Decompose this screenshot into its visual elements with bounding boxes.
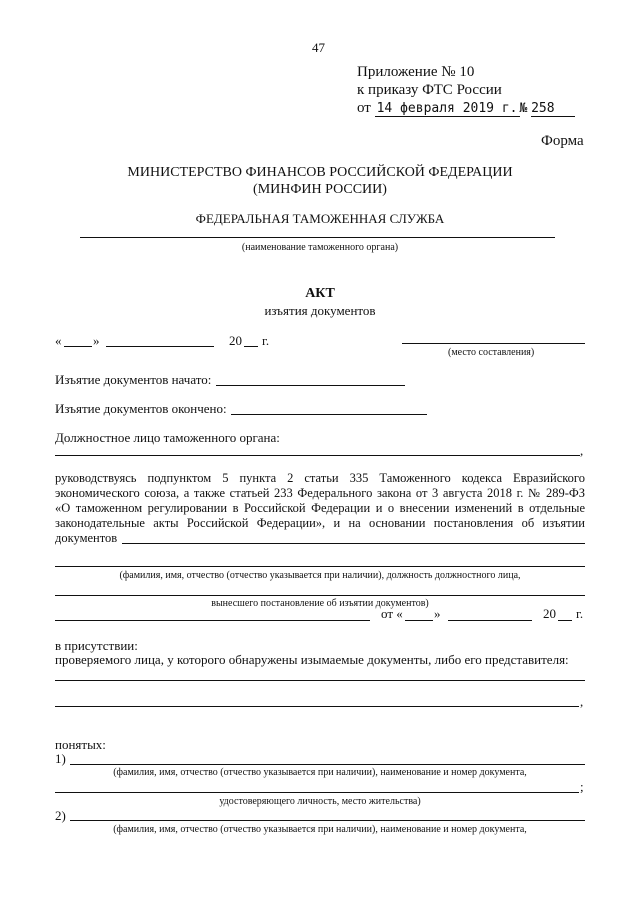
presence-description: проверяемого лица, у которого обнаружены изымаемые документы, либо его представителя: bbox=[55, 652, 569, 667]
witness-2-caption-fio: (фамилия, имя, отчество (отчество указывается при наличии), наименование и номер документа, bbox=[113, 824, 527, 835]
date-close-quote: » bbox=[93, 333, 100, 348]
official-comma: , bbox=[580, 443, 584, 458]
decision-issuer-line bbox=[55, 595, 585, 596]
started-label: Изъятие документов начато: bbox=[55, 372, 212, 387]
appendix-order: к приказу ФТС России bbox=[357, 82, 502, 98]
basis-line-1: руководствуясь подпунктом 5 пункта 2 статьи 335 Таможенного кодекса Евразийского bbox=[55, 471, 585, 485]
appendix-title: Приложение № 10 bbox=[357, 64, 475, 80]
witness-2-number: 2) bbox=[55, 808, 66, 823]
basis-line-4: законодательные акты Российской Федерации», и на основании постановления об изъятии bbox=[55, 516, 585, 530]
page-number: 47 bbox=[312, 40, 325, 55]
appendix-number-value: 258 bbox=[531, 101, 575, 117]
presence-comma: , bbox=[580, 694, 584, 709]
official-label: Должностное лицо таможенного органа: bbox=[55, 430, 280, 445]
decision-caption-issued: вынесшего постановление об изъятии документов) bbox=[211, 598, 429, 609]
presence-line-2 bbox=[55, 706, 579, 707]
month-line bbox=[106, 346, 214, 347]
witness-2-line bbox=[70, 820, 585, 821]
appendix-date-row bbox=[357, 100, 575, 117]
witnesses-label: понятых: bbox=[55, 737, 106, 752]
witness-1-id-line bbox=[55, 792, 579, 793]
witness-1-semicolon: ; bbox=[580, 779, 584, 794]
appendix-number-prefix: № bbox=[519, 101, 528, 116]
decision-month-line bbox=[448, 620, 532, 621]
decision-year-prefix: 20 bbox=[543, 606, 556, 621]
year-suffix: г. bbox=[262, 333, 270, 348]
presence-line-1 bbox=[55, 680, 585, 681]
ministry-name: МИНИСТЕРСТВО ФИНАНСОВ РОССИЙСКОЙ ФЕДЕРАЦИИ bbox=[127, 165, 513, 180]
witness-1-line bbox=[70, 764, 585, 765]
decision-line bbox=[122, 543, 585, 544]
customs-organ-caption: (наименование таможенного органа) bbox=[241, 242, 399, 253]
decision-day-line bbox=[405, 620, 433, 621]
day-line bbox=[64, 346, 92, 347]
customs-organ-line bbox=[80, 237, 555, 238]
act-title: АКТ bbox=[305, 286, 335, 301]
started-line bbox=[216, 385, 405, 386]
date-open-quote: « bbox=[55, 333, 62, 348]
year-prefix: 20 bbox=[229, 333, 242, 348]
decision-extra-line bbox=[55, 620, 370, 621]
place-caption: (место составления) bbox=[448, 347, 535, 358]
basis-line-2: экономического союза, а также статьей 233 Федерального закона от 3 августа 2018 г. № 289-ФЗ bbox=[55, 486, 585, 500]
customs-service: ФЕДЕРАЛЬНАЯ ТАМОЖЕННАЯ СЛУЖБА bbox=[195, 211, 445, 226]
form-label: Форма bbox=[541, 133, 584, 149]
decision-year-line bbox=[558, 620, 572, 621]
decision-close-quote: » bbox=[434, 606, 441, 621]
witness-1-caption-fio: (фамилия, имя, отчество (отчество указывается при наличии), наименование и номер документа, bbox=[113, 767, 527, 778]
basis-line-5: документов bbox=[55, 531, 118, 545]
official-line bbox=[55, 455, 580, 456]
presence-label: в присутствии: bbox=[55, 638, 138, 653]
decision-caption-fio: (фамилия, имя, отчество (отчество указывается при наличии), должность должностного лица, bbox=[119, 570, 521, 581]
finished-line bbox=[231, 414, 427, 415]
appendix-date-value: 14 февраля 2019 г. bbox=[376, 101, 518, 116]
place-line bbox=[402, 343, 585, 344]
decision-year-suffix: г. bbox=[576, 606, 584, 621]
appendix-date-prefix: от bbox=[357, 100, 371, 116]
act-subtitle: изъятия документов bbox=[264, 303, 376, 318]
finished-label: Изъятие документов окончено: bbox=[55, 401, 227, 416]
decision-official-line bbox=[55, 566, 585, 567]
ministry-short: (МИНФИН РОССИИ) bbox=[253, 182, 387, 197]
witness-1-caption-id: удостоверяющего личность, место жительства) bbox=[219, 796, 421, 807]
year-line bbox=[244, 346, 258, 347]
witness-1-number: 1) bbox=[55, 751, 66, 766]
decision-from-prefix: от « bbox=[381, 606, 403, 621]
basis-line-3: «О таможенном регулировании в Российской Федерации и о внесении изменений в отдельные bbox=[55, 501, 585, 515]
